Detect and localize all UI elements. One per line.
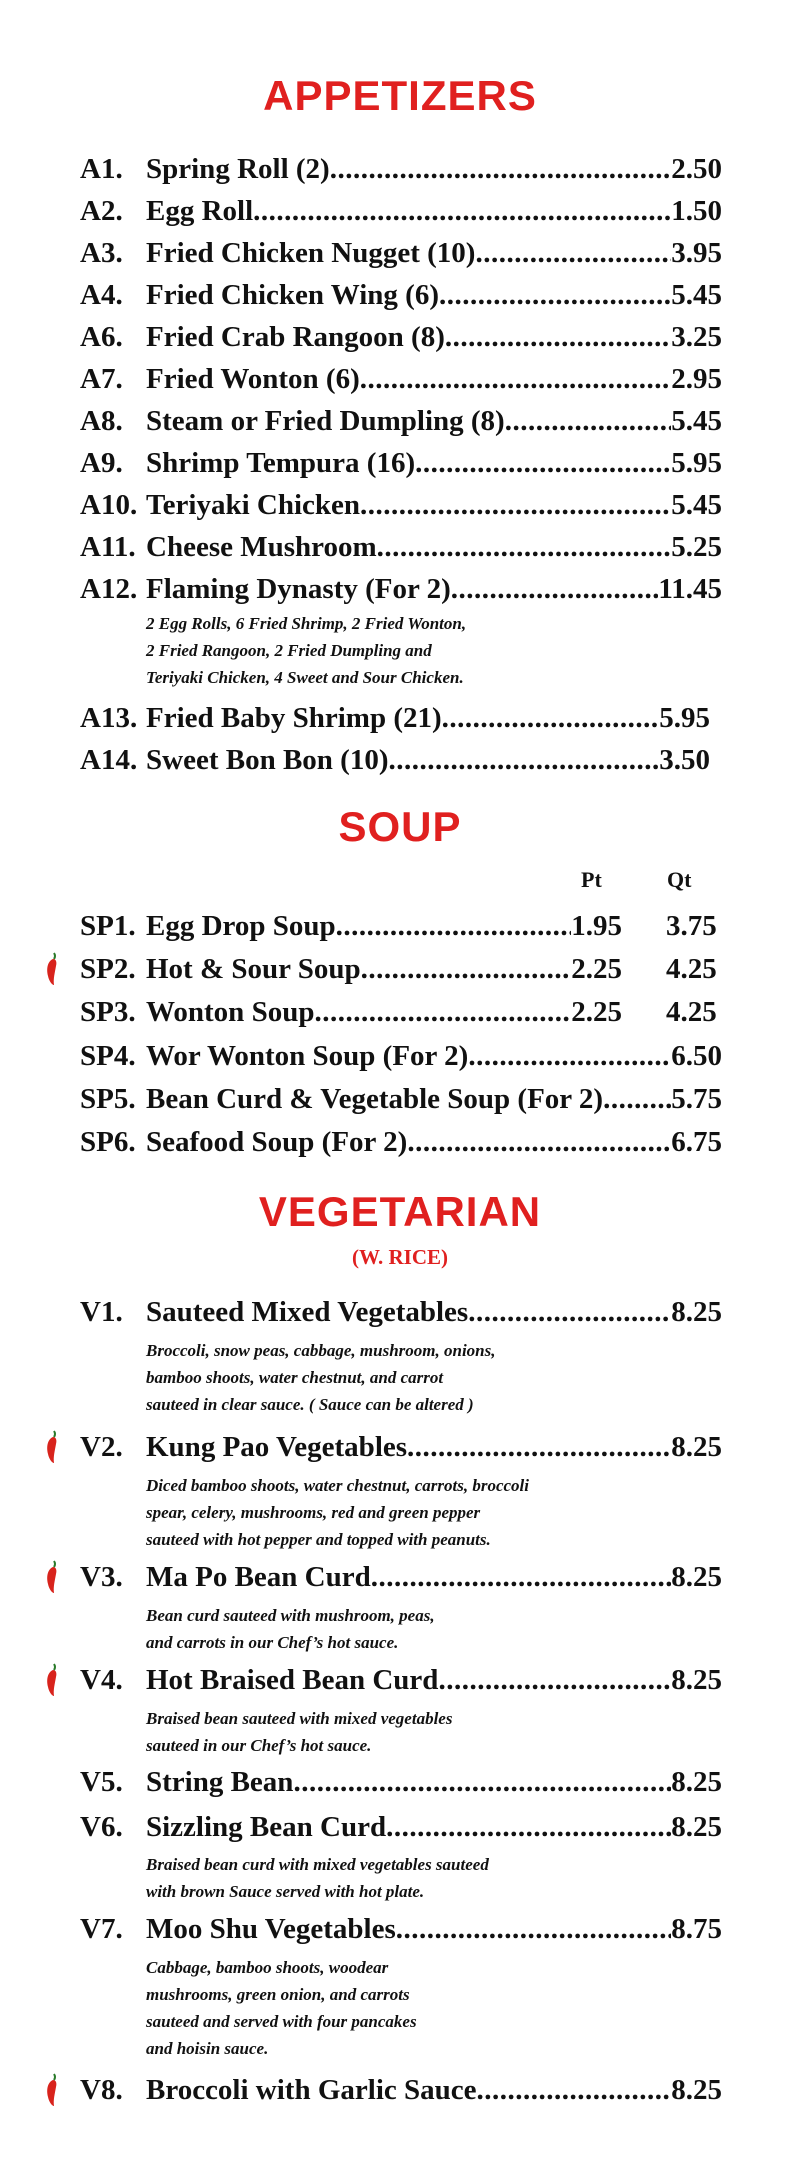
item-code: A11. [80, 531, 136, 563]
item-code: V7. [80, 1913, 123, 1945]
item-price: 8.25 [671, 2074, 722, 2106]
item-code: V4. [80, 1664, 123, 1696]
menu-item [80, 1427, 722, 1467]
menu-item [80, 1122, 722, 1162]
item-price-quart: 3.75 [666, 910, 717, 942]
item-name: Hot & Sour Soup [146, 953, 361, 985]
item-name: Fried Chicken Wing (6) [146, 279, 439, 311]
item-price: 11.45 [658, 573, 722, 605]
item-name: Flaming Dynasty (For 2) [146, 573, 451, 605]
item-name: Fried Baby Shrimp (21) [146, 702, 442, 734]
item-description [146, 610, 706, 691]
item-code: V3. [80, 1561, 123, 1593]
menu-item [80, 1909, 722, 1949]
item-price: 8.25 [671, 1431, 722, 1463]
description-line: sauteed with hot pepper and topped with peanuts. [146, 1530, 491, 1549]
item-price: 5.95 [659, 702, 710, 734]
dot-leader [445, 317, 671, 357]
item-code: SP5. [80, 1083, 136, 1115]
menu-item [80, 1079, 722, 1119]
menu-item [80, 149, 722, 189]
description-line: with brown Sauce served with hot plate. [146, 1882, 425, 1901]
description-line: sauteed in clear sauce. ( Sauce can be altered ) [146, 1395, 474, 1414]
dot-leader [388, 740, 659, 780]
item-code: A6. [80, 321, 123, 353]
item-name: Sizzling Bean Curd [146, 1811, 387, 1843]
item-description [146, 1954, 706, 2062]
menu-item [80, 359, 722, 399]
item-description [146, 1602, 706, 1656]
menu-item [80, 1807, 722, 1847]
chili-pepper-icon [44, 952, 60, 986]
item-code: SP4. [80, 1040, 136, 1072]
dot-leader [330, 149, 672, 189]
item-code: V2. [80, 1431, 123, 1463]
item-code: A9. [80, 447, 123, 479]
item-name: Wonton Soup [146, 996, 315, 1028]
description-line: Bean curd sauteed with mushroom, peas, [146, 1606, 435, 1625]
item-name: Wor Wonton Soup (For 2) [146, 1040, 469, 1072]
dot-leader [253, 191, 671, 231]
item-name: Cheese Mushroom [146, 531, 377, 563]
item-name: Teriyaki Chicken [146, 489, 361, 521]
menu-item [80, 569, 722, 609]
item-price: 5.75 [671, 1083, 722, 1115]
description-line: Braised bean curd with mixed vegetables sauteed [146, 1855, 489, 1874]
item-price-quart: 4.25 [666, 953, 717, 985]
item-name: Shrimp Tempura (16) [146, 447, 416, 479]
item-price: 8.25 [671, 1296, 722, 1328]
item-code: A4. [80, 279, 123, 311]
item-price: 5.45 [671, 279, 722, 311]
item-price: 6.50 [671, 1040, 722, 1072]
dot-leader [468, 1292, 671, 1332]
menu-item [80, 1762, 722, 1802]
item-price: 5.45 [671, 489, 722, 521]
column-header-pint: Pt [581, 867, 602, 892]
item-price-quart: 4.25 [666, 996, 717, 1028]
item-description [146, 1472, 706, 1553]
dot-leader [361, 949, 572, 989]
dot-leader [475, 233, 671, 273]
menu-item [80, 906, 722, 946]
description-line: sauteed and served with four pancakes [146, 2012, 417, 2031]
dot-leader [293, 1762, 671, 1802]
menu-item [80, 527, 722, 567]
item-name: Fried Chicken Nugget (10) [146, 237, 476, 269]
item-name: Fried Wonton (6) [146, 363, 360, 395]
dot-leader [603, 1079, 671, 1119]
description-line: Braised bean sauteed with mixed vegetables [146, 1709, 453, 1728]
item-price: 1.50 [671, 195, 722, 227]
item-code: A13. [80, 702, 138, 734]
item-code: SP3. [80, 996, 136, 1028]
menu-item [80, 317, 722, 357]
description-line: mushrooms, green onion, and carrots [146, 1985, 410, 2004]
dot-leader [439, 275, 671, 315]
item-code: SP1. [80, 910, 136, 942]
dot-leader [505, 401, 672, 441]
dot-leader [407, 1427, 671, 1467]
menu-item [80, 191, 722, 231]
item-description [146, 1705, 706, 1759]
section-title-soup: SOUP [338, 803, 462, 850]
description-line: and hoisin sauce. [146, 2039, 269, 2058]
menu-item [80, 949, 722, 989]
item-price: 2.95 [671, 363, 722, 395]
chili-pepper-icon [44, 1430, 60, 1464]
dot-leader [377, 527, 672, 567]
item-code: V8. [80, 2074, 123, 2106]
item-price: 8.75 [671, 1913, 722, 1945]
item-description [146, 1851, 706, 1905]
dot-leader [451, 569, 659, 609]
item-name: Broccoli with Garlic Sauce [146, 2074, 477, 2106]
item-code: SP2. [80, 953, 136, 985]
dot-leader [336, 906, 572, 946]
item-price-pint: 2.25 [571, 953, 622, 985]
column-header-quart: Qt [667, 867, 692, 892]
dot-leader [371, 1557, 672, 1597]
menu-item [80, 485, 722, 525]
item-price: 8.25 [671, 1561, 722, 1593]
dot-leader [386, 1807, 671, 1847]
item-code: A14. [80, 744, 138, 776]
item-price: 5.95 [671, 447, 722, 479]
item-price: 5.25 [671, 531, 722, 563]
menu-item [80, 1292, 722, 1332]
item-code: A12. [80, 573, 138, 605]
item-name: String Bean [146, 1766, 294, 1798]
item-price-pint: 2.25 [571, 996, 622, 1028]
item-price-pint: 1.95 [571, 910, 622, 942]
menu-item [80, 992, 722, 1032]
menu-item [80, 233, 722, 273]
description-line: Diced bamboo shoots, water chestnut, carrots, broccoli [146, 1476, 529, 1495]
item-name: Sweet Bon Bon (10) [146, 744, 389, 776]
item-price: 2.50 [671, 153, 722, 185]
item-price: 8.25 [671, 1766, 722, 1798]
dot-leader [442, 698, 660, 738]
description-line: sauteed in our Chef’s hot sauce. [146, 1736, 372, 1755]
section-subtitle: (W. RICE) [351, 1245, 449, 1269]
item-name: Moo Shu Vegetables [146, 1913, 396, 1945]
description-line: bamboo shoots, water chestnut, and carrot [146, 1368, 444, 1387]
description-line: Broccoli, snow peas, cabbage, mushroom, onions, [146, 1341, 496, 1360]
menu-item [80, 443, 722, 483]
item-price: 3.95 [671, 237, 722, 269]
item-code: A2. [80, 195, 123, 227]
item-name: Seafood Soup (For 2) [146, 1126, 408, 1158]
item-price: 6.75 [671, 1126, 722, 1158]
chili-pepper-icon [44, 2073, 60, 2107]
menu-item [80, 1557, 722, 1597]
item-code: A7. [80, 363, 123, 395]
item-name: Spring Roll (2) [146, 153, 330, 185]
menu-item [80, 401, 722, 441]
dot-leader [415, 443, 671, 483]
item-code: SP6. [80, 1126, 136, 1158]
menu-item [80, 698, 710, 738]
item-price: 3.25 [671, 321, 722, 353]
dot-leader [468, 1036, 671, 1076]
section-title-vegetarian: VEGETARIAN [258, 1188, 542, 1235]
dot-leader [407, 1122, 671, 1162]
dot-leader [477, 2070, 672, 2110]
description-line: 2 Egg Rolls, 6 Fried Shrimp, 2 Fried Wonton, [146, 614, 467, 633]
item-description [146, 1337, 706, 1418]
description-line: 2 Fried Rangoon, 2 Fried Dumpling and [146, 641, 432, 660]
section-title-appetizers: APPETIZERS [263, 72, 537, 119]
dot-leader [438, 1660, 671, 1700]
item-name: Hot Braised Bean Curd [146, 1664, 439, 1696]
description-line: spear, celery, mushrooms, red and green pepper [146, 1503, 481, 1522]
description-line: Cabbage, bamboo shoots, woodear [146, 1958, 389, 1977]
item-name: Egg Drop Soup [146, 910, 336, 942]
item-name: Fried Crab Rangoon (8) [146, 321, 445, 353]
item-code: A8. [80, 405, 123, 437]
item-code: A1. [80, 153, 123, 185]
dot-leader [360, 485, 671, 525]
menu-item [80, 1036, 722, 1076]
menu-item [80, 740, 710, 780]
item-name: Steam or Fried Dumpling (8) [146, 405, 505, 437]
chili-pepper-icon [44, 1663, 60, 1697]
chili-pepper-icon [44, 1560, 60, 1594]
item-code: V1. [80, 1296, 123, 1328]
dot-leader [396, 1909, 671, 1949]
menu-item [80, 1660, 722, 1700]
item-code: V5. [80, 1766, 123, 1798]
item-price: 3.50 [659, 744, 710, 776]
description-line: and carrots in our Chef’s hot sauce. [146, 1633, 399, 1652]
menu-item [80, 2070, 722, 2110]
description-line: Teriyaki Chicken, 4 Sweet and Sour Chicken. [146, 668, 464, 687]
item-price: 5.45 [671, 405, 722, 437]
item-name: Kung Pao Vegetables [146, 1431, 408, 1463]
item-price: 8.25 [671, 1811, 722, 1843]
item-code: V6. [80, 1811, 123, 1843]
item-name: Bean Curd & Vegetable Soup (For 2) [146, 1083, 604, 1115]
item-name: Sauteed Mixed Vegetables [146, 1296, 469, 1328]
item-code: A3. [80, 237, 123, 269]
item-name: Egg Roll [146, 195, 254, 227]
item-name: Ma Po Bean Curd [146, 1561, 371, 1593]
menu-item [80, 275, 722, 315]
item-price: 8.25 [671, 1664, 722, 1696]
dot-leader [314, 992, 571, 1032]
item-code: A10. [80, 489, 138, 521]
dot-leader [360, 359, 672, 399]
